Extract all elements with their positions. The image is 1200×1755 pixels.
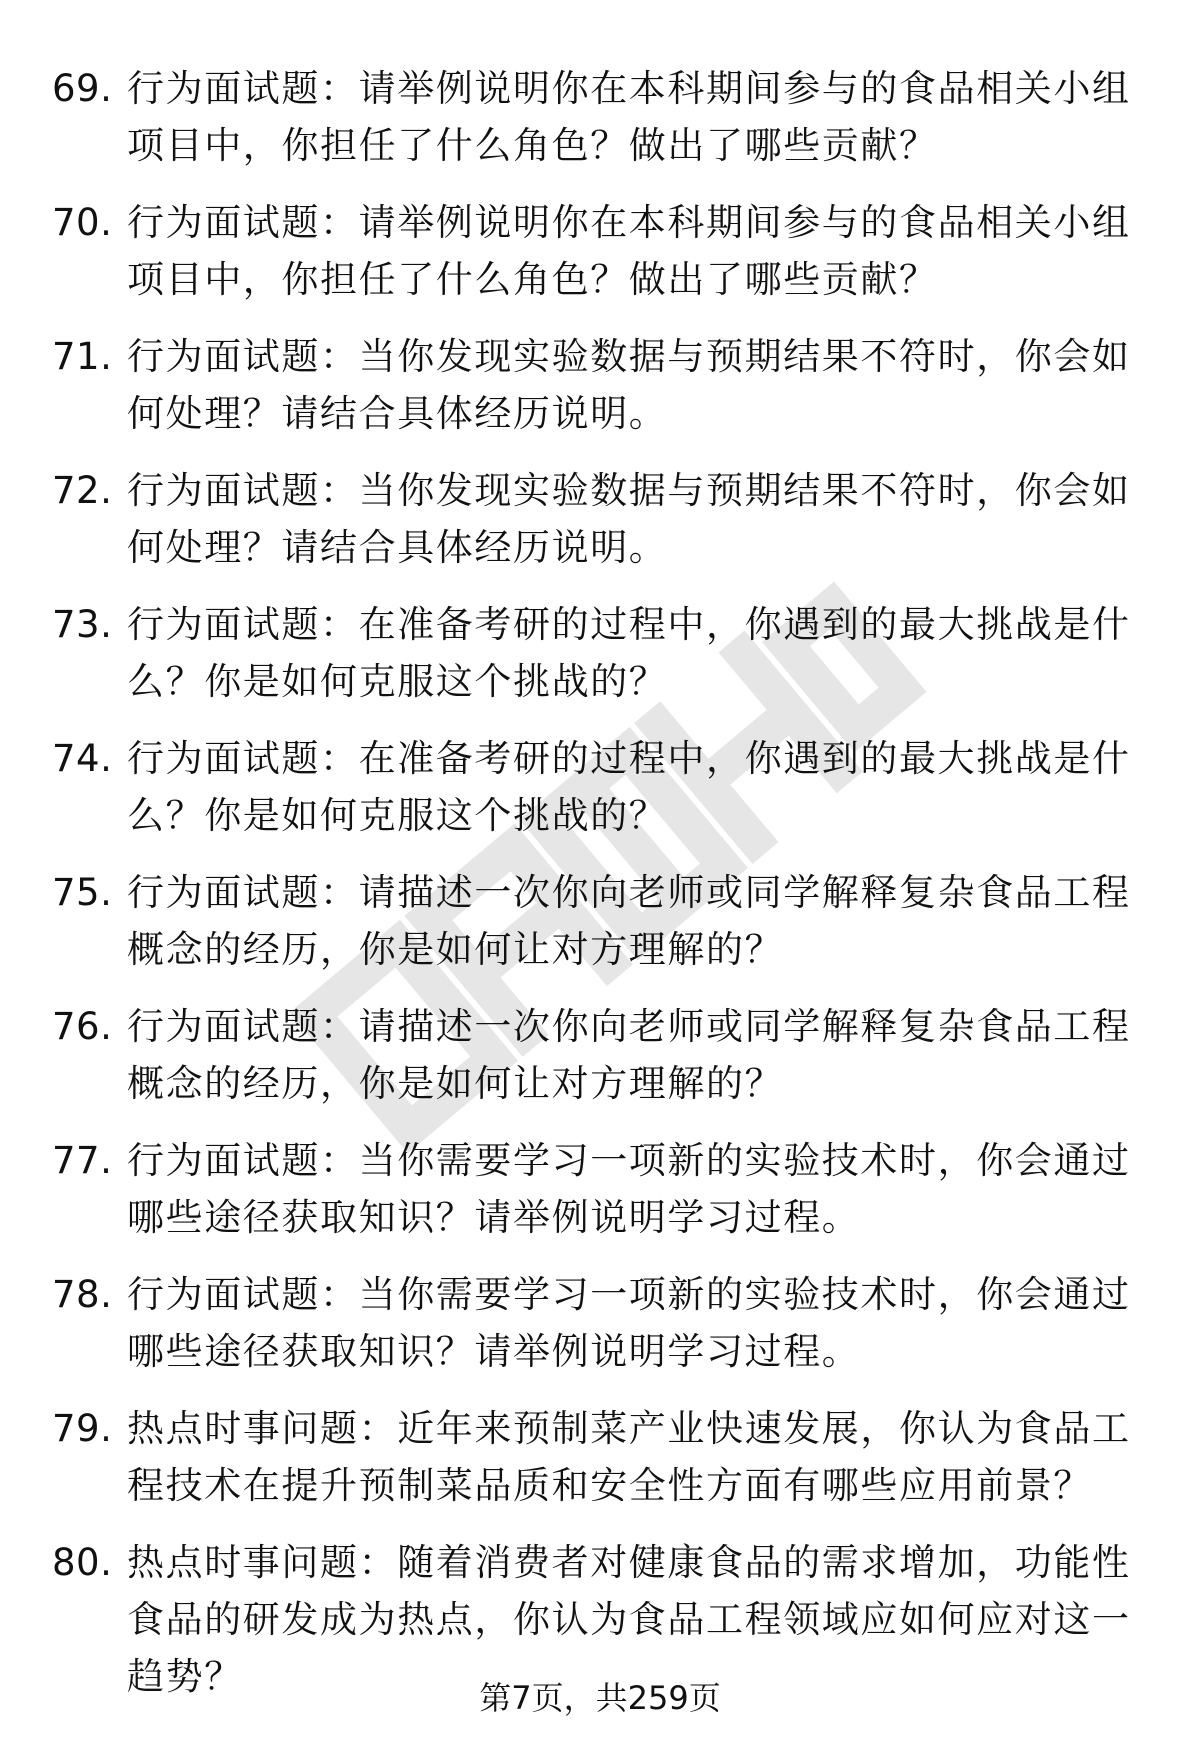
question-number: 75. xyxy=(52,871,113,914)
question-text: 热点时事问题：近年来预制菜产业快速发展，你认为食品工程技术在提升预制菜品质和安全性方面有哪些应用前景？ xyxy=(127,1407,1131,1507)
question-item xyxy=(0,1266,1200,1400)
question-item xyxy=(0,998,1200,1132)
question-number: 76. xyxy=(52,1005,113,1048)
question-item xyxy=(0,1400,1200,1534)
question-number: 73. xyxy=(52,603,113,646)
question-number: 79. xyxy=(52,1407,113,1450)
question-text: 行为面试题：当你需要学习一项新的实验技术时，你会通过哪些途径获取知识？请举例说明学习过程。 xyxy=(127,1139,1131,1239)
question-number: 78. xyxy=(52,1273,113,1316)
question-item xyxy=(0,60,1200,194)
question-item xyxy=(0,1132,1200,1266)
question-number: 74. xyxy=(52,737,113,780)
question-number: 70. xyxy=(52,201,113,244)
question-item xyxy=(0,194,1200,328)
question-number: 71. xyxy=(52,335,113,378)
question-number: 69. xyxy=(52,67,113,110)
question-text: 行为面试题：请举例说明你在本科期间参与的食品相关小组项目中，你担任了什么角色？做出了哪些贡献？ xyxy=(127,67,1131,167)
question-item xyxy=(0,328,1200,462)
question-text: 行为面试题：当你发现实验数据与预期结果不符时，你会如何处理？请结合具体经历说明。 xyxy=(127,469,1131,569)
question-item xyxy=(0,730,1200,864)
page-number-label: 第7页，共259页 xyxy=(479,1679,721,1717)
question-number: 80. xyxy=(52,1541,113,1584)
question-item xyxy=(0,864,1200,998)
question-text: 行为面试题：当你发现实验数据与预期结果不符时，你会如何处理？请结合具体经历说明。 xyxy=(127,335,1131,435)
question-text: 行为面试题：在准备考研的过程中，你遇到的最大挑战是什么？你是如何克服这个挑战的？ xyxy=(127,603,1131,703)
page-footer xyxy=(0,1676,1200,1720)
question-number: 77. xyxy=(52,1139,113,1182)
question-text: 行为面试题：在准备考研的过程中，你遇到的最大挑战是什么？你是如何克服这个挑战的？ xyxy=(127,737,1131,837)
question-text: 热点时事问题：随着消费者对健康食品的需求增加，功能性食品的研发成为热点，你认为食品工程领域应如何应对这一趋势？ xyxy=(127,1541,1131,1698)
question-text: 行为面试题：请描述一次你向老师或同学解释复杂食品工程概念的经历，你是如何让对方理解的？ xyxy=(127,871,1131,971)
question-number: 72. xyxy=(52,469,113,512)
question-item xyxy=(0,462,1200,596)
question-text: 行为面试题：请描述一次你向老师或同学解释复杂食品工程概念的经历，你是如何让对方理解的？ xyxy=(127,1005,1131,1105)
question-item xyxy=(0,596,1200,730)
question-text: 行为面试题：当你需要学习一项新的实验技术时，你会通过哪些途径获取知识？请举例说明学习过程。 xyxy=(127,1273,1131,1373)
question-text: 行为面试题：请举例说明你在本科期间参与的食品相关小组项目中，你担任了什么角色？做出了哪些贡献？ xyxy=(127,201,1131,301)
